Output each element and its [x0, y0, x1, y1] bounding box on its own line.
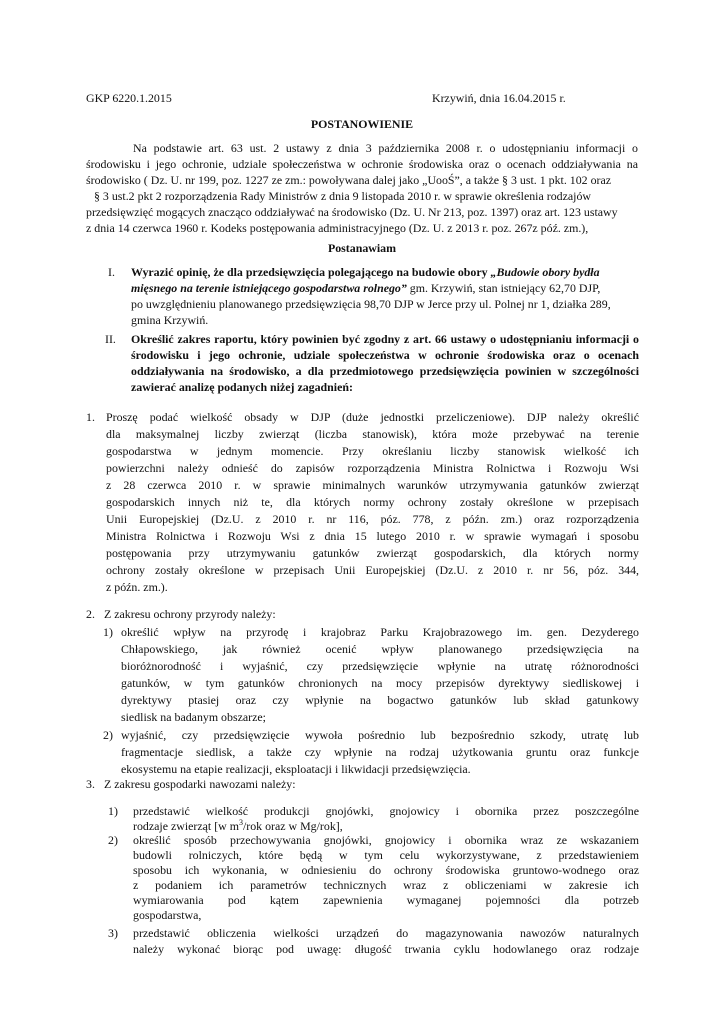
point1-line: z późn. zm.).	[106, 580, 168, 594]
document-title: POSTANOWIENIE	[310, 117, 414, 131]
section-II-line: oddziaływania na środowisko, a dla przedmiotowego przedsięwzięcia powinien w szczególności	[131, 364, 639, 378]
point3-title: Z zakresu gospodarki nawozami należy:	[104, 777, 296, 791]
intro-line: z dnia 14 czerwca 1960 r. Kodeks postępowania administracyjnego (Dz. U. z 2013 r. poz. 267z póź. zm.),	[86, 221, 589, 235]
point3-item-line: należy wykonać biorąc pod uwagę: długość trwania cyklu hodowlanego oraz rodzaje	[133, 942, 639, 956]
subpoint-number: 2)	[103, 728, 113, 742]
case-reference: GKP 6220.1.2015	[86, 91, 172, 105]
point2-title: Z zakresu ochrony przyrody należy:	[104, 607, 276, 621]
point3-item-line: sposobu ich wykonania, w odniesieniu do ochrony środowiska gruntowo-wodnego oraz	[133, 863, 639, 877]
point2-item-line: dyrektywy ptasiej oraz czy wpłynie na bogactwo gatunków lub skład gatunkowy	[121, 693, 639, 707]
section-number: I.	[108, 265, 115, 279]
intro-line: Na podstawie art. 63 ust. 2 ustawy z dnia 3 października 2008 r. o udostępnianiu informacji o	[133, 141, 638, 155]
point3-item-line: przedstawić wielkość produkcji gnojówki, gnojowicy i obornika przez poszczególne	[133, 804, 639, 818]
point-number: 2.	[86, 607, 95, 621]
point3-item-line: przedstawić obliczenia wielkości urządzeń do magazynowania nawozów naturalnych	[133, 926, 639, 940]
section-number: II.	[105, 332, 116, 346]
point2-item-line: fragmentacje siedlisk, a także czy wpłynie na rodzaj użytkowania gruntu oraz funkcje	[121, 745, 639, 759]
point2-item-line: bioróżnorodność i wyjaśnić, czy przedsięwzięcie wpłynie na utratę różnorodności	[121, 659, 639, 673]
intro-line: § 3 ust.2 pkt 2 rozporządzenia Rady Ministrów z dnia 9 listopada 2010 r. w sprawie określenia rodzajów	[94, 189, 591, 203]
subpoint-number: 1)	[108, 804, 118, 818]
section-II-line: Określić zakres raportu, który powinien być zgodny z art. 66 ustawy o udostępnianiu informacji o	[131, 332, 639, 346]
point1-line: Ministra Rolnictwa i Rozwoju Wsi z dnia 15 lutego 2010 r. w sprawie wymagań i sposobu	[106, 529, 639, 543]
section-I-line: po uwzględnieniu planowanego przedsięwzięcia 98,70 DJP w Jerce przy ul. Polnej nr 1, działka 289,	[131, 297, 611, 311]
point1-line: gospodarskich innych niż te, dla których normy ochrony zostały określone w przepisach	[106, 495, 639, 509]
point1-line: dla maksymalnej liczby zwierząt (liczba stanowisk), która może przebywać na terenie	[106, 427, 639, 441]
place-and-date: Krzywiń, dnia 16.04.2015 r.	[432, 91, 566, 105]
section-I-bold: Wyrazić opinię, że dla przedsięwzięcia polegającego na budowie obory	[131, 265, 491, 279]
section-I-text: gm. Krzywiń, stan istniejący 62,70 DJP,	[406, 281, 601, 295]
units-text: /rok oraz w Mg/rok],	[242, 819, 343, 833]
intro-line: środowisko ( Dz. U. nr 199, poz. 1227 ze zm.: powoływana dalej jako „UooŚ”, a także § 3 ust. 1 pkt. 102 oraz	[86, 173, 612, 187]
point1-line: Proszę podać wielkość obsady w DJP (duże jednostki przeliczeniowe). DJP należy określić	[106, 410, 639, 424]
section-II-line: zawierać analizę podanych niżej zagadnień:	[131, 380, 353, 394]
point1-line: powierzchni należy odnieść do zapisów rozporządzenia Ministra Rolnictwa i Rozwoju Wsi	[106, 461, 639, 475]
subpoint-number: 1)	[103, 625, 113, 639]
point2-item-line: wyjaśnić, czy przedsięwzięcie wywoła pośrednio lub bezpośrednio szkody, utratę lub	[121, 728, 639, 742]
units-text: rodzaje zwierząt [w m	[133, 819, 239, 833]
intro-line: przedsięwzięć mogących znacząco oddziaływać na środowisko (Dz. U. Nr 213, poz. 1397) oraz art. 123 ustawy	[86, 205, 618, 219]
point1-line: z 28 czerwca 2010 r. w sprawie minimalnych warunków utrzymywania gatunków zwierząt	[106, 478, 639, 492]
point1-line: Unii Europejskiej (Dz.U. z 2010 r. nr 116, póz. 778, z późn. zm.) oraz rozporządzenia	[106, 512, 639, 526]
point3-item-line: budowli rolniczych, które będą w tym celu wykorzystywane, z przedstawieniem	[133, 848, 639, 862]
point1-line: gospodarstwa w jednym momencie. Przy określaniu liczby stanowisk wielkość ich	[106, 444, 639, 458]
section-I-line	[131, 264, 600, 280]
section-I-line: gmina Krzywiń.	[131, 313, 209, 327]
point2-item-line: ekosystemu na etapie realizacji, eksploatacji i likwidacji przedsięwzięcia.	[121, 762, 471, 776]
section-I-line	[131, 280, 600, 296]
point2-item-line: określić wpływ na przyrodę i krajobraz Parku Krajobrazowego im. gen. Dezyderego	[121, 625, 639, 639]
point1-line: ochrony zostały określone w przepisach Unii Europejskiej (Dz.U. z 2010 r. nr 56, póz. 344,	[106, 563, 639, 577]
superscript: 3	[238, 818, 243, 828]
section-I-project-name: mięsnego na terenie istniejącego gospodarstwa rolnego”	[131, 281, 407, 295]
point-number: 1.	[86, 410, 95, 424]
point-number: 3.	[86, 777, 95, 791]
intro-line: środowisku i jego ochronie, udziale społeczeństwa w ochronie środowiska oraz o ocenach oddziaływania na	[86, 157, 638, 171]
subpoint-number: 3)	[108, 926, 118, 940]
decision-heading: Postanawiam	[327, 241, 397, 255]
point2-item-line: Chłapowskiego, jak również ocenić wpływ planowanego przedsięwzięcia na	[121, 642, 639, 656]
point2-item-line: siedlisk na badanym obszarze;	[121, 710, 266, 724]
point3-item-line: wymiarowania pod kątem zapewnienia wymaganej pojemności dla potrzeb	[133, 893, 639, 907]
point3-item-line: określić sposób przechowywania gnojówki, gnojowicy i obornika wraz ze wskazaniem	[133, 833, 639, 847]
subpoint-number: 2)	[108, 833, 118, 847]
point1-line: postępowania przy utrzymywaniu gatunków zwierząt gospodarskich, dla których normy	[106, 546, 639, 560]
section-II-line: środowisku i jego ochronie, udziale społeczeństwa w ochronie środowiska oraz o ocenach	[131, 348, 639, 362]
section-I-project-name: „Budowie obory bydła	[490, 265, 600, 279]
point3-item-line: gospodarstwa,	[133, 908, 202, 922]
point3-item-line: z podaniem ich parametrów technicznych wraz z obliczeniami w zakresie ich	[133, 878, 639, 892]
point2-item-line: gatunków, w tym gatunków chronionych na mocy przepisów dyrektywy siedliskowej i	[121, 676, 639, 690]
